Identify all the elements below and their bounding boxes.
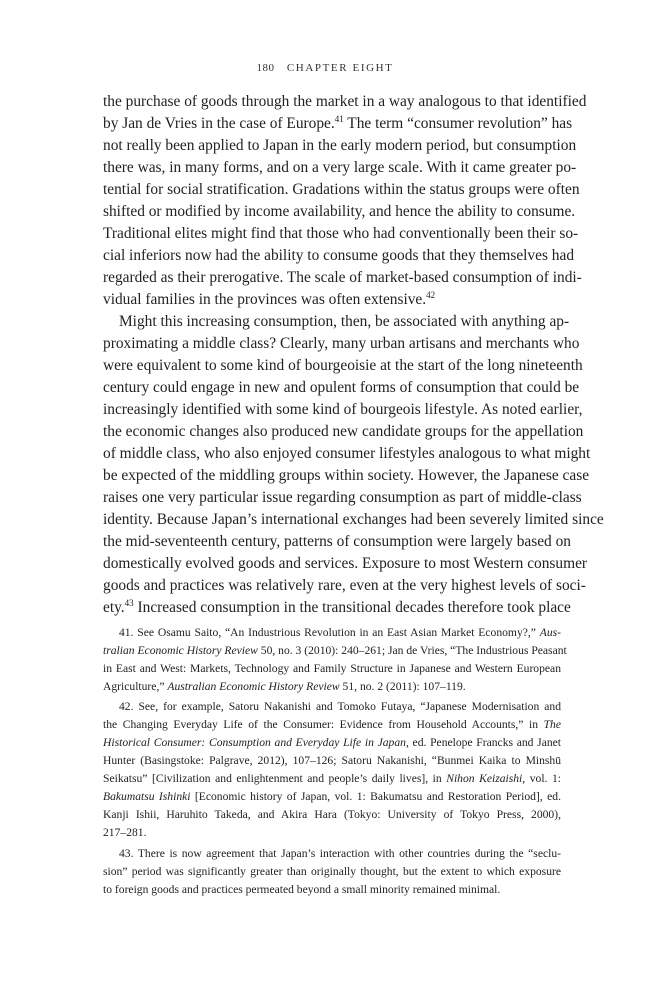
footnote-42-line: Kanji Ishii, Haruhito Takeda, and Akira Hara (Tokyo: University of Tokyo Press, 2000), — [103, 808, 561, 821]
running-header — [0, 62, 650, 74]
footnote-ref-41: 41 — [334, 114, 344, 124]
footnote-41-line: in East and West: Markets, Technology and Family Structure in Japanese and Western European — [103, 662, 561, 675]
footnote-41-line: Agriculture,” Australian Economic History Review 51, no. 2 (2011): 107–119. — [103, 680, 466, 693]
footnote-42-line: the Changing Everyday Life of the Consumer: Evidence from Household Accounts,” in The — [103, 718, 561, 731]
footnote-42-line: 42. See, for example, Satoru Nakanishi and Tomoko Futaya, “Japanese Modernisation and — [119, 700, 561, 713]
body-line: tential for social stratification. Gradations within the status groups were often — [103, 181, 580, 198]
body-line: the mid-seventeenth century, patterns of consumption were largely based on — [103, 533, 571, 550]
footnote-ref-42: 42 — [426, 290, 436, 300]
footnote-43-line: 43. There is now agreement that Japan’s interaction with other countries during the “seclu- — [119, 847, 561, 860]
footnote-41-line: 41. See Osamu Saito, “An Industrious Revolution in an East Asian Market Economy?,” Aus- — [119, 626, 561, 639]
footnote-42-line: Historical Consumer: Consumption and Everyday Life in Japan, ed. Penelope Francks and Janet — [103, 736, 562, 749]
body-line: by Jan de Vries in the case of Europe.$^{41}$ The term “consumer revolution” has — [103, 114, 573, 132]
body-line: be expected of the middling groups within society. However, the Japanese case — [103, 467, 590, 484]
footnote-42-line: Seikatsu” [Civilization and enlightenment and people’s daily lives], in Nihon Keizaishi, vol. 1: — [103, 772, 561, 785]
body-line: the purchase of goods through the market in a way analogous to that identified — [103, 93, 587, 110]
body-line: vidual families in the provinces was often extensive.$^{42}$ — [103, 290, 436, 308]
body-line: were equivalent to some kind of bourgeoisie at the start of the long nineteenth — [103, 357, 583, 374]
body-line: Might this increasing consumption, then, be associated with anything ap- — [119, 313, 570, 330]
body-line: identity. Because Japan’s international exchanges had been severely limited since — [103, 511, 604, 528]
body-line: regarded as their prerogative. The scale of market-based consumption of indi- — [103, 269, 582, 286]
footnote-ref-43: 43 — [124, 598, 134, 608]
body-line: there was, in many forms, and on a very large scale. With it came greater po- — [103, 159, 577, 176]
body-line: domestically evolved goods and services. Exposure to most Western consumer — [103, 555, 588, 572]
body-line: of middle class, who also enjoyed consumer lifestyles analogous to what might — [103, 445, 591, 462]
body-line: the economic changes also produced new candidate groups for the appellation — [103, 423, 584, 440]
footnote-41-line: tralian Economic History Review 50, no. 3 (2010): 240–261; Jan de Vries, “The Industrious Peasant — [103, 644, 567, 657]
page-number: 180 — [256, 62, 275, 74]
body-line: raises one very particular issue regarding consumption as part of middle-class — [103, 489, 582, 506]
body-line: cial inferiors now had the ability to consume goods that they themselves had — [103, 247, 575, 264]
body-line: ety.$^{43}$ Increased consumption in the transitional decades therefore took place — [103, 598, 571, 616]
body-line: shifted or modified by income availability, and hence the ability to consume. — [103, 203, 576, 220]
body-line: increasingly identified with some kind of bourgeois lifestyle. As noted earlier, — [103, 401, 583, 418]
chapter-title: CHAPTER EIGHT — [286, 62, 394, 74]
body-line: Traditional elites might find that those who had conventionally been their so- — [103, 225, 579, 242]
footnote-42-line: 217–281. — [103, 826, 147, 839]
body-line: goods and practices was relatively rare, even at the very highest levels of soci- — [103, 577, 586, 594]
footnote-42-line: Hunter (Basingstoke: Palgrave, 2012), 107–126; Satoru Nakanishi, “Bunmei Kaika to Minshū — [103, 754, 561, 767]
body-line: century could engage in new and opulent forms of consumption that could be — [103, 379, 580, 396]
body-line: not really been applied to Japan in the early modern period, but consumption — [103, 137, 577, 154]
body-line: proximating a middle class? Clearly, many urban artisans and merchants who — [103, 335, 580, 352]
footnote-42-line: Bakumatsu Ishinki [Economic history of Japan, vol. 1: Bakumatsu and Restoration Period], ed. — [103, 790, 561, 803]
footnote-43-line: sion” period was significantly greater than originally thought, but the extent to which exposure — [103, 865, 561, 878]
footnote-43-line: to foreign goods and practices permeated beyond a small minority remained minimal. — [103, 883, 501, 896]
